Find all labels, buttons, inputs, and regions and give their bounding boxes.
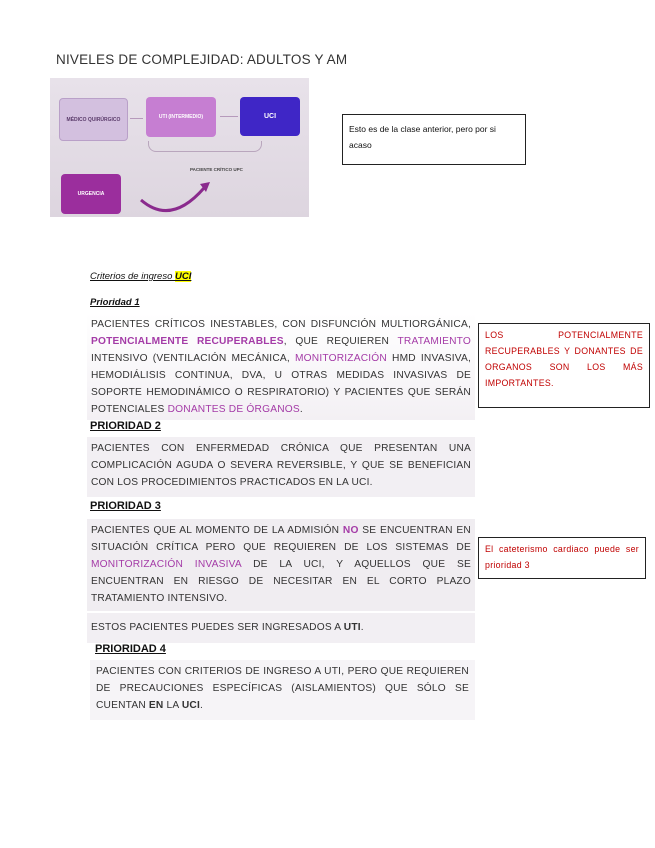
- prioridad-2-label: PRIORIDAD 2: [90, 420, 161, 432]
- note-clase-anterior: Esto es de la clase anterior, pero por si acaso: [342, 114, 526, 165]
- brace-upc: [148, 141, 262, 152]
- box-urgencia: URGENCIA: [61, 174, 121, 214]
- note-cateterismo: El cateterismo cardiaco puede ser prioridad 3: [478, 537, 646, 579]
- p1-donantes: DONANTES DE ÓRGANOS: [167, 404, 300, 415]
- paciente-critico-label: PACIENTE CRÍTICO UPC: [190, 167, 243, 172]
- p3-no: NO: [342, 525, 359, 536]
- p4-uci: UCI: [181, 700, 200, 711]
- p1-t1: PACIENTES CRÍTICOS INESTABLES, CON DISFUNCIÓN MULTIORGÁNICA,: [91, 319, 471, 330]
- arrow-medico-uti: [130, 118, 143, 119]
- prioridad-3-extra: [87, 613, 475, 643]
- p4-t5: .: [200, 700, 204, 711]
- complexity-diagram: [50, 78, 309, 217]
- prioridad-3-label: PRIORIDAD 3: [90, 500, 161, 512]
- criterios-title: [90, 271, 191, 282]
- p1-monitorizacion: MONITORIZACIÓN: [294, 353, 387, 364]
- box-uti: UTI (INTERMEDIO): [146, 97, 216, 137]
- p3-t1: PACIENTES QUE AL MOMENTO DE LA ADMISIÓN: [91, 525, 343, 536]
- arrow-uti-uci: [220, 116, 238, 117]
- prioridad-1-label: Prioridad 1: [90, 297, 140, 308]
- note-potencialmente-recuperables: LOS POTENCIALMENTE RECUPERABLES Y DONANTES DE ORGANOS SON LOS MÁS IMPORTANTES.: [478, 323, 650, 408]
- p1-t3: , QUE REQUIEREN: [283, 336, 398, 347]
- p3-t3: SE ENCUENTRAN EN SITUACIÓN CRÍTICA PERO QUE REQUIEREN DE LOS SISTEMAS DE: [91, 525, 471, 553]
- box-uci: UCI: [240, 97, 300, 136]
- p1-tratamiento: TRATAMIENTO: [397, 336, 472, 347]
- p3-extra3: .: [360, 622, 364, 633]
- box-medico-quirurgico: MÉDICO QUIRÚRGICO: [59, 98, 128, 141]
- p3-monitorizacion-invasiva: MONITORIZACIÓN INVASIVA: [91, 559, 242, 570]
- p4-t1: PACIENTES CON CRITERIOS DE INGRESO A UTI, PERO QUE REQUIEREN DE PRECAUCIONES ESPECÍFICAS (AISLAMIENTOS) QUE SÓLO SE CUENTAN: [96, 666, 469, 711]
- criterios-title-highlight: UCI: [175, 271, 192, 282]
- p1-t5: INTENSIVO (VENTILACIÓN MECÁNICA,: [91, 353, 295, 364]
- prioridad-3-text: [87, 519, 475, 611]
- p1-t9: .: [299, 404, 303, 415]
- prioridad-1-text: [87, 313, 475, 420]
- prioridad-4-text: [90, 660, 475, 720]
- p4-t3: LA: [163, 700, 182, 711]
- diagram-title: NIVELES DE COMPLEJIDAD: ADULTOS Y AM: [56, 52, 348, 67]
- p3-extra1: ESTOS PACIENTES PUEDES SER INGRESADOS A: [91, 622, 344, 633]
- p3-uti: UTI: [343, 622, 361, 633]
- criterios-title-prefix: Criterios de ingreso: [90, 271, 176, 282]
- prioridad-2-text: PACIENTES CON ENFERMEDAD CRÓNICA QUE PRESENTAN UNA COMPLICACIÓN AGUDA O SEVERA REVERSIBLE, Y QUE SE BENEFICIAN CON LOS PROCEDIMIENTOS PRACTICADOS EN LA UCI.: [87, 437, 475, 497]
- curved-arrow-icon: [136, 178, 226, 218]
- p1-t7: HMD INVASIVA, HEMODIÁLISIS CONTINUA, DVA, U OTRAS MEDIDAS INVASIVAS DE SOPORTE HEMODINÁMICO O RESPIRATORIO) Y PACIENTES QUE SERÁN POTENCIALES: [91, 353, 471, 415]
- p4-en: EN: [148, 700, 164, 711]
- prioridad-4-label: PRIORIDAD 4: [95, 643, 166, 655]
- p3-t5: DE LA UCI, Y AQUELLOS QUE SE ENCUENTRAN EN RIESGO DE NECESITAR EN EL CORTO PLAZO TRATAMIENTO INTENSIVO.: [91, 559, 471, 604]
- p1-potencialmente-recuperables: POTENCIALMENTE RECUPERABLES: [91, 336, 284, 347]
